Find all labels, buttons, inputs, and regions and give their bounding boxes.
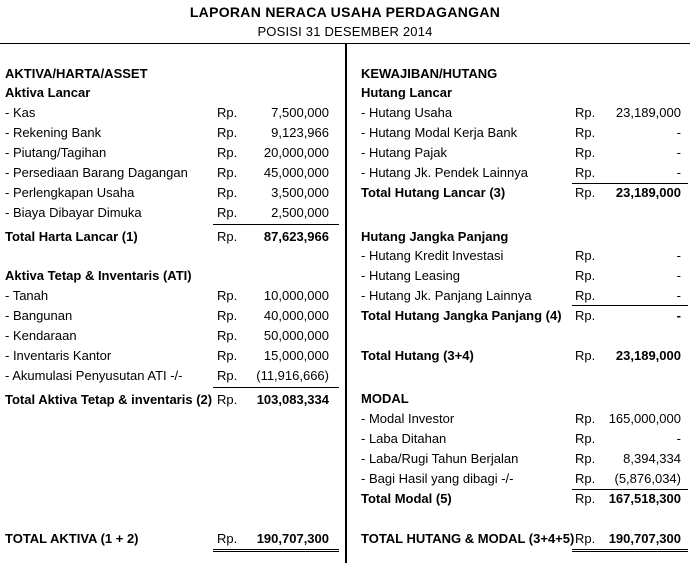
- total-underline: [213, 549, 339, 550]
- subtotal-underline: [213, 387, 339, 388]
- total-double-underline: [213, 551, 339, 552]
- report-title: LAPORAN NERACA USAHA PERDAGANGAN: [189, 4, 501, 20]
- total-underline: [572, 549, 688, 550]
- assets-column: AKTIVA/HARTA/ASSET Aktiva Lancar - Kas Rp. 7,500,000 - Rekening Bank Rp. 9,123,966 - Piutang/Tagihan Rp. 20,000,000 - Persediaan Barang Dagangan Rp. 45,000,000 - Perlengkapan Usaha Rp. 3,500,000 - Biaya Dibayar Dimuka Rp. 2,500,000 Total Harta Lancar (1) Rp. 87,623,966 Aktiva Tetap & Inventaris (ATI) - Tanah Rp. 10,000,000 - Bangunan Rp. 40,000,000 - Kendaraan Rp. 50,000,000 - Inventaris Kantor Rp. 15,000,000 - Akumulasi Penyusutan ATI -/- Rp. (11,916,666) Total Aktiva Tetap & inventaris (2) Rp. 103,083,334 TOTAL AKTIVA (1 + 2) Rp. 190,707,300: [5, 0, 340, 563]
- column-divider: [345, 44, 347, 563]
- report-date: POSISI 31 DESEMBER 2014: [257, 24, 433, 39]
- total-double-underline: [572, 551, 688, 552]
- liabilities-column: KEWAJIBAN/HUTANG Hutang Lancar - Hutang Usaha Rp. 23,189,000 - Hutang Modal Kerja Bank Rp. - - Hutang Pajak Rp. - - Hutang Jk. Pendek Lainnya Rp. - Total Hutang Lancar (3) Rp. 23,189,000 Hutang Jangka Panjang - Hutang Kredit Investasi Rp. - - Hutang Leasing Rp. - - Hutang Jk. Panjang Lainnya Rp. - Total Hutang Jangka Panjang (4) Rp. - Total Hutang (3+4) Rp. 23,189,000 MODAL - Modal Investor Rp. 165,000,000 - Laba Ditahan Rp. - - Laba/Rugi Tahun Berjalan Rp. 8,394,334 - Bagi Hasil yang dibagi -/- Rp. (5,876,034) Total Modal (5) Rp. 167,518,300 TOTAL HUTANG & MODAL (3+4+5) Rp. 190,707,300: [361, 0, 690, 563]
- subtotal-underline: [213, 224, 339, 225]
